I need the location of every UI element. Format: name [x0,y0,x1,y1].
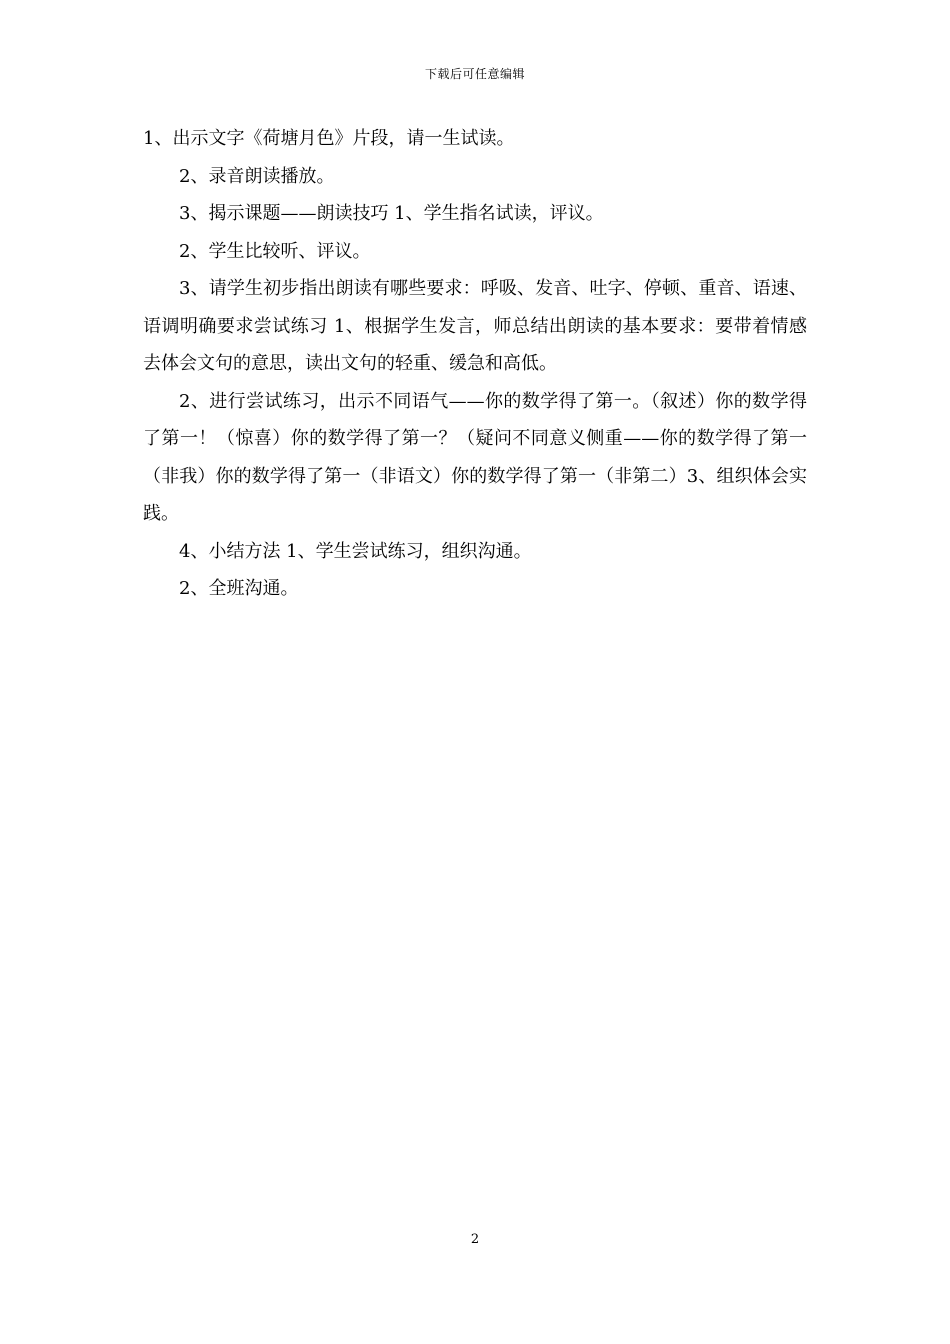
paragraph-6: 2、进行尝试练习，出示不同语气——你的数学得了第一。（叙述）你的数学得了第一！（惊喜）你的数学得了第一？（疑问不同意义侧重——你的数学得了第一（非我）你的数学得了第一（非语文）你的数学得了第一（非第二）3、组织体会实践。 [143,390,807,524]
paragraph-4: 2、学生比较听、评议。 [179,240,371,262]
paragraph-2: 2、录音朗读播放。 [179,165,335,187]
paragraph-3: 3、揭示课题——朗读技巧 1、学生指名试读，评议。 [179,203,604,224]
page-header: 下载后可任意编辑 [424,67,525,81]
paragraph-7: 4、小结方法 1、学生尝试练习，组织沟通。 [179,540,532,562]
paragraph-1: 1、出示文字《荷塘月色》片段，请一生试读。 [143,128,515,149]
document-body [143,120,807,608]
paragraph-8: 2、全班沟通。 [179,578,299,599]
page-number: 2 [470,1232,480,1247]
paragraph-5: 3、请学生初步指出朗读有哪些要求：呼吸、发音、吐字、停顿、重音、语速、语调明确要求尝试练习 1、根据学生发言，师总结出朗读的基本要求：要带着情感去体会文句的意思，读出文句的轻重、缓急和高低。 [143,278,807,374]
